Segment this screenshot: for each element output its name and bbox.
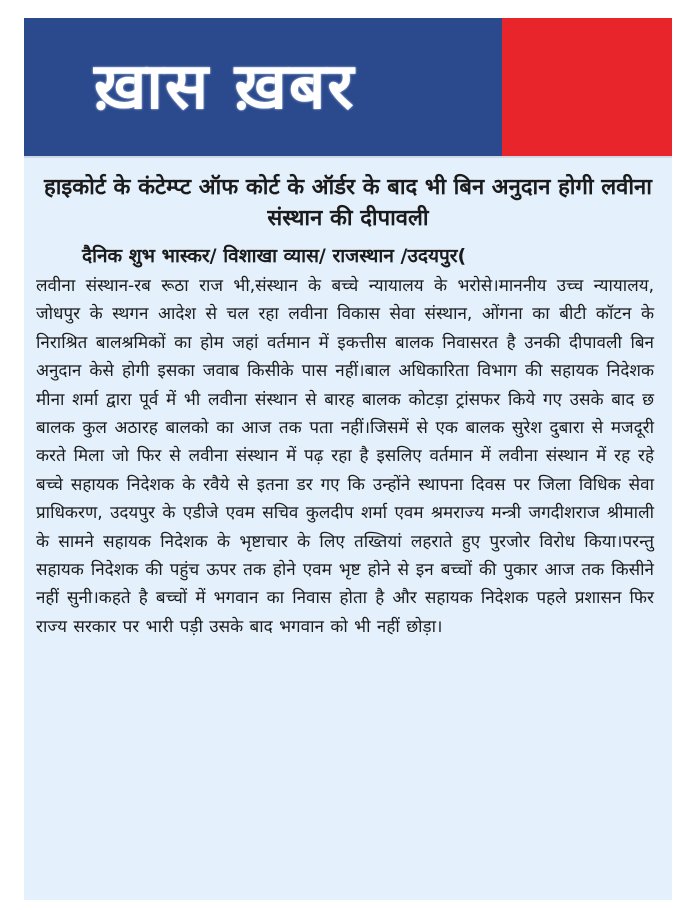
article-headline: हाइकोर्ट के कंटेम्प्ट ऑफ कोर्ट के ऑर्डर के बाद भी बिन अनुदान होगी लवीना संस्थान की दीपावली: [44, 175, 652, 231]
red-corner-block: [502, 18, 672, 156]
masthead-banner: [24, 18, 672, 156]
article-body: लवीना संस्थान-रब रूठा राज भी,संस्थान के बच्चे न्यायालय के भरोसे।माननीय उच्च न्यायालय, जोधपुर के स्थगन आदेश से चल रहा लवीना विकास सेवा संस्थान, ओंगना का बीटी कॉटन के निराश्रित बालश्रमिकों का होम जहां वर्तमान में इकत्तीस बालक निवासरत है उनकी दीपावली बिन अनुदान केसे होगी इसका जवाब किसीके पास नहीं।बाल अधिकारिता विभाग की सहायक निदेशक मीना शर्मा द्वारा पूर्व में भी लवीना संस्थान से बारह बालक कोटड़ा ट्रांसफर किये गए उसके बाद छ बालक कुल अठारह बालको का आज तक पता नहीं।जिसमें से एक बालक सुरेश दुबारा से मजदूरी करते मिला जो फिर से लवीना संस्थान में पढ़ रहा है इसलिए वर्तमान में लवीना संस्थान में रह रहे बच्चे सहायक निदेशक के रवैये से इतना डर गए कि उन्होंने स्थापना दिवस पर जिला विधिक सेवा प्राधिकरण, उदयपुर के एडीजे एवम सचिव कुलदीप शर्मा एवम श्रमराज्य मन्त्री जगदीशराज श्रीमाली के सामने सहायक निदेशक के भृष्टाचार के लिए तख्तियां लहराते हुए पुरजोर विरोध किया।परन्तु सहायक निदेशक की पहुंच ऊपर तक होने एवम भृष्ट होने से इन बच्चों की पुकार आज तक किसीने नहीं सुनी।कहते है बच्चों में भगवान का निवास होता है और सहायक निदेशक पहले प्रशासन फिर राज्य सरकार पर भारी पड़ी उसके बाद भगवान को भी नहीं छोड़ा।: [36, 276, 654, 637]
article-panel: [24, 156, 672, 900]
article-byline: दैनिक शुभ भास्कर/ विशाखा व्यास/ राजस्थान /उदयपुर(: [82, 245, 467, 267]
masthead-title: ख़ास ख़बर: [94, 50, 356, 124]
